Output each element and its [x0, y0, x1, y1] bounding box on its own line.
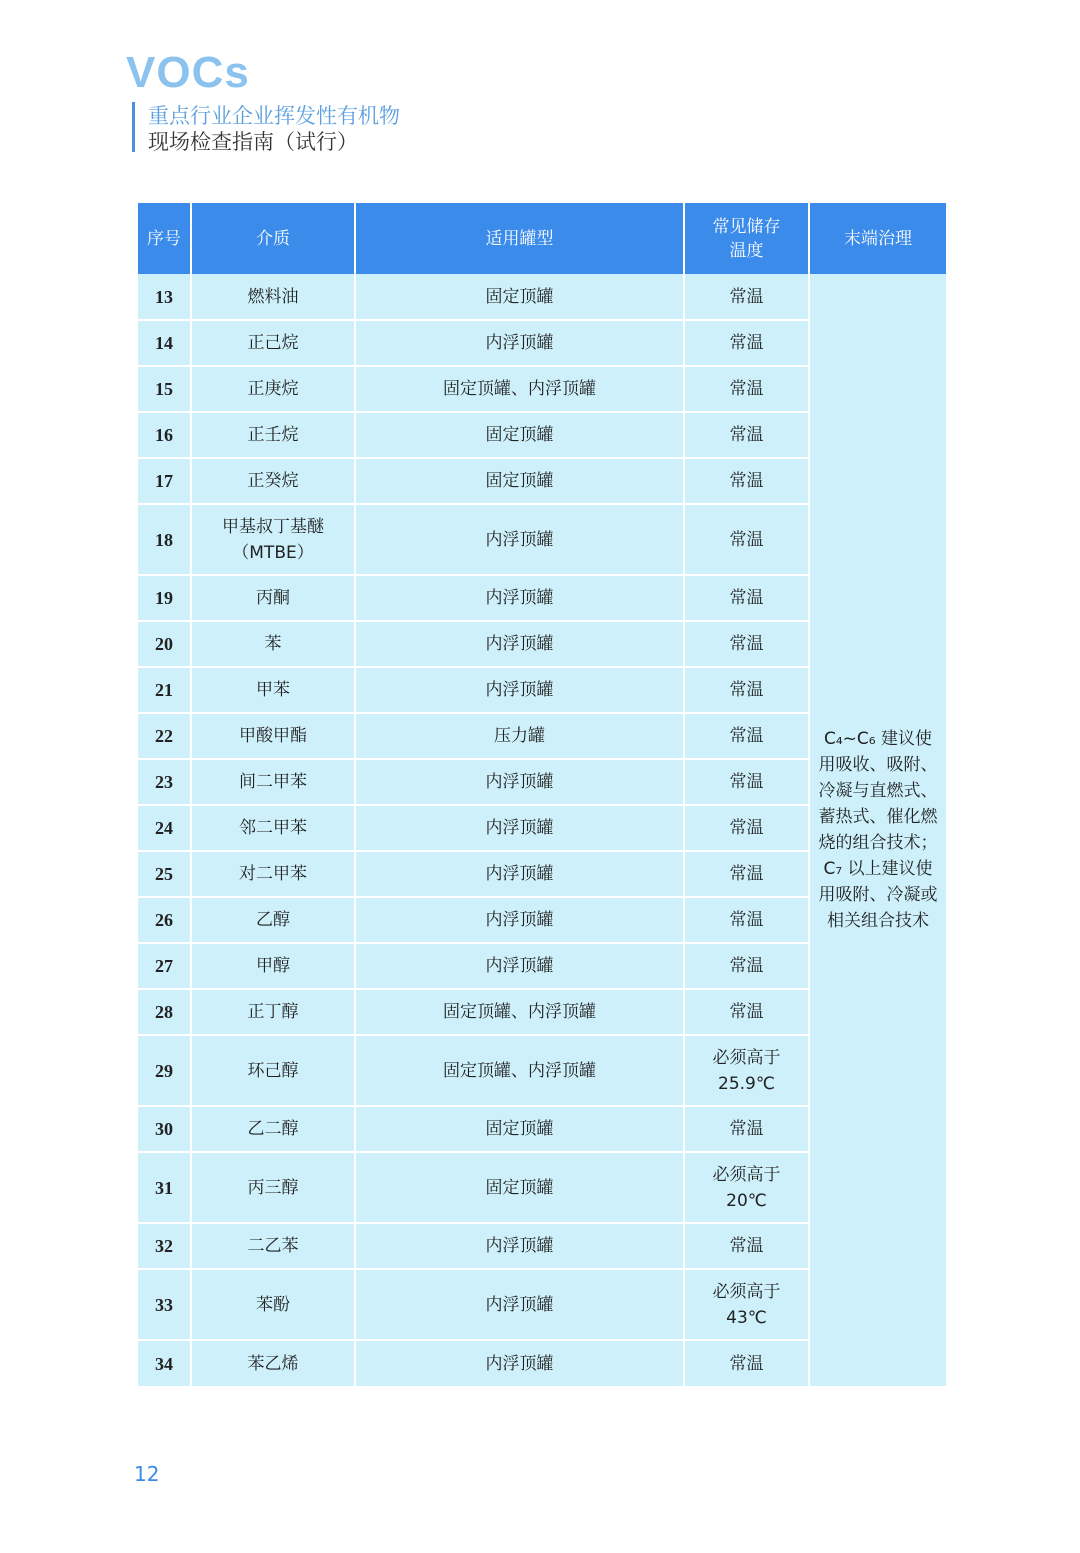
row-medium: 正癸烷 — [191, 458, 355, 504]
row-medium: 正庚烷 — [191, 366, 355, 412]
col-header-treatment: 末端治理 — [809, 203, 946, 274]
row-tank-type: 内浮顶罐 — [355, 1340, 684, 1386]
row-number: 13 — [138, 274, 191, 320]
row-tank-type: 内浮顶罐 — [355, 667, 684, 713]
col-header-tank-type: 适用罐型 — [355, 203, 684, 274]
row-temperature: 常温 — [684, 366, 809, 412]
row-medium: 正丁醇 — [191, 989, 355, 1035]
row-temperature: 必须高于 25.9℃ — [684, 1035, 809, 1106]
col-header-temperature: 常见储存温度 — [684, 203, 809, 274]
table-header-row — [138, 203, 946, 274]
row-number: 34 — [138, 1340, 191, 1386]
row-temperature: 常温 — [684, 989, 809, 1035]
row-medium: 环己醇 — [191, 1035, 355, 1106]
row-number: 18 — [138, 504, 191, 575]
row-number: 16 — [138, 412, 191, 458]
row-medium: 苯乙烯 — [191, 1340, 355, 1386]
row-temperature: 常温 — [684, 621, 809, 667]
col-header-medium: 介质 — [191, 203, 355, 274]
storage-tank-table — [138, 203, 946, 1386]
row-temperature: 常温 — [684, 851, 809, 897]
row-tank-type: 固定顶罐 — [355, 412, 684, 458]
row-tank-type: 内浮顶罐 — [355, 851, 684, 897]
row-number: 14 — [138, 320, 191, 366]
row-tank-type: 压力罐 — [355, 713, 684, 759]
row-tank-type: 固定顶罐 — [355, 458, 684, 504]
row-number: 20 — [138, 621, 191, 667]
row-number: 28 — [138, 989, 191, 1035]
row-temperature: 常温 — [684, 1106, 809, 1152]
row-number: 26 — [138, 897, 191, 943]
row-temperature: 必须高于 20℃ — [684, 1152, 809, 1223]
row-number: 30 — [138, 1106, 191, 1152]
row-temperature: 常温 — [684, 667, 809, 713]
row-tank-type: 固定顶罐 — [355, 274, 684, 320]
row-tank-type: 内浮顶罐 — [355, 504, 684, 575]
row-tank-type: 固定顶罐 — [355, 1152, 684, 1223]
row-medium: 对二甲苯 — [191, 851, 355, 897]
row-temperature: 常温 — [684, 504, 809, 575]
row-number: 17 — [138, 458, 191, 504]
row-number: 25 — [138, 851, 191, 897]
row-temperature: 常温 — [684, 713, 809, 759]
col-header-no: 序号 — [138, 203, 191, 274]
row-medium: 丙酮 — [191, 575, 355, 621]
row-number: 23 — [138, 759, 191, 805]
row-tank-type: 内浮顶罐 — [355, 805, 684, 851]
row-medium: 正壬烷 — [191, 412, 355, 458]
row-tank-type: 固定顶罐、内浮顶罐 — [355, 989, 684, 1035]
row-temperature: 常温 — [684, 897, 809, 943]
title-accent-bar — [132, 102, 135, 152]
row-temperature: 常温 — [684, 458, 809, 504]
row-medium: 二乙苯 — [191, 1223, 355, 1269]
row-medium: 苯 — [191, 621, 355, 667]
row-number: 29 — [138, 1035, 191, 1106]
row-temperature: 常温 — [684, 320, 809, 366]
row-number: 19 — [138, 575, 191, 621]
row-medium: 乙二醇 — [191, 1106, 355, 1152]
doc-subtitle: 现场检查指南（试行） — [148, 130, 358, 154]
row-tank-type: 内浮顶罐 — [355, 575, 684, 621]
row-medium: 甲基叔丁基醚 （MTBE） — [191, 504, 355, 575]
row-temperature: 常温 — [684, 412, 809, 458]
row-tank-type: 固定顶罐 — [355, 1106, 684, 1152]
row-temperature: 常温 — [684, 575, 809, 621]
row-number: 15 — [138, 366, 191, 412]
row-medium: 甲醇 — [191, 943, 355, 989]
row-medium: 丙三醇 — [191, 1152, 355, 1223]
row-temperature: 必须高于 43℃ — [684, 1269, 809, 1340]
page-number: 12 — [134, 1462, 160, 1486]
row-temperature: 常温 — [684, 274, 809, 320]
table-row — [138, 274, 946, 320]
row-tank-type: 内浮顶罐 — [355, 1269, 684, 1340]
row-number: 24 — [138, 805, 191, 851]
row-medium: 乙醇 — [191, 897, 355, 943]
row-tank-type: 固定顶罐、内浮顶罐 — [355, 366, 684, 412]
row-medium: 甲酸甲酯 — [191, 713, 355, 759]
row-number: 21 — [138, 667, 191, 713]
row-tank-type: 内浮顶罐 — [355, 1223, 684, 1269]
treatment-cell: C₄~C₆ 建议使用吸收、吸附、冷凝与直燃式、蓄热式、催化燃烧的组合技术；C₇ 以上建议使用吸附、冷凝或相关组合技术 — [809, 274, 946, 1386]
row-tank-type: 内浮顶罐 — [355, 621, 684, 667]
row-tank-type: 内浮顶罐 — [355, 320, 684, 366]
row-medium: 甲苯 — [191, 667, 355, 713]
row-medium: 间二甲苯 — [191, 759, 355, 805]
row-medium: 苯酚 — [191, 1269, 355, 1340]
row-number: 31 — [138, 1152, 191, 1223]
row-tank-type: 内浮顶罐 — [355, 897, 684, 943]
row-medium: 燃料油 — [191, 274, 355, 320]
row-temperature: 常温 — [684, 1223, 809, 1269]
doc-title: 重点行业企业挥发性有机物 — [148, 104, 400, 128]
row-number: 27 — [138, 943, 191, 989]
row-number: 33 — [138, 1269, 191, 1340]
row-number: 22 — [138, 713, 191, 759]
row-temperature: 常温 — [684, 943, 809, 989]
brand-logo: VOCs — [126, 48, 250, 97]
row-tank-type: 内浮顶罐 — [355, 759, 684, 805]
row-temperature: 常温 — [684, 1340, 809, 1386]
row-tank-type: 固定顶罐、内浮顶罐 — [355, 1035, 684, 1106]
row-number: 32 — [138, 1223, 191, 1269]
row-medium: 邻二甲苯 — [191, 805, 355, 851]
row-tank-type: 内浮顶罐 — [355, 943, 684, 989]
row-temperature: 常温 — [684, 759, 809, 805]
row-temperature: 常温 — [684, 805, 809, 851]
row-medium: 正己烷 — [191, 320, 355, 366]
